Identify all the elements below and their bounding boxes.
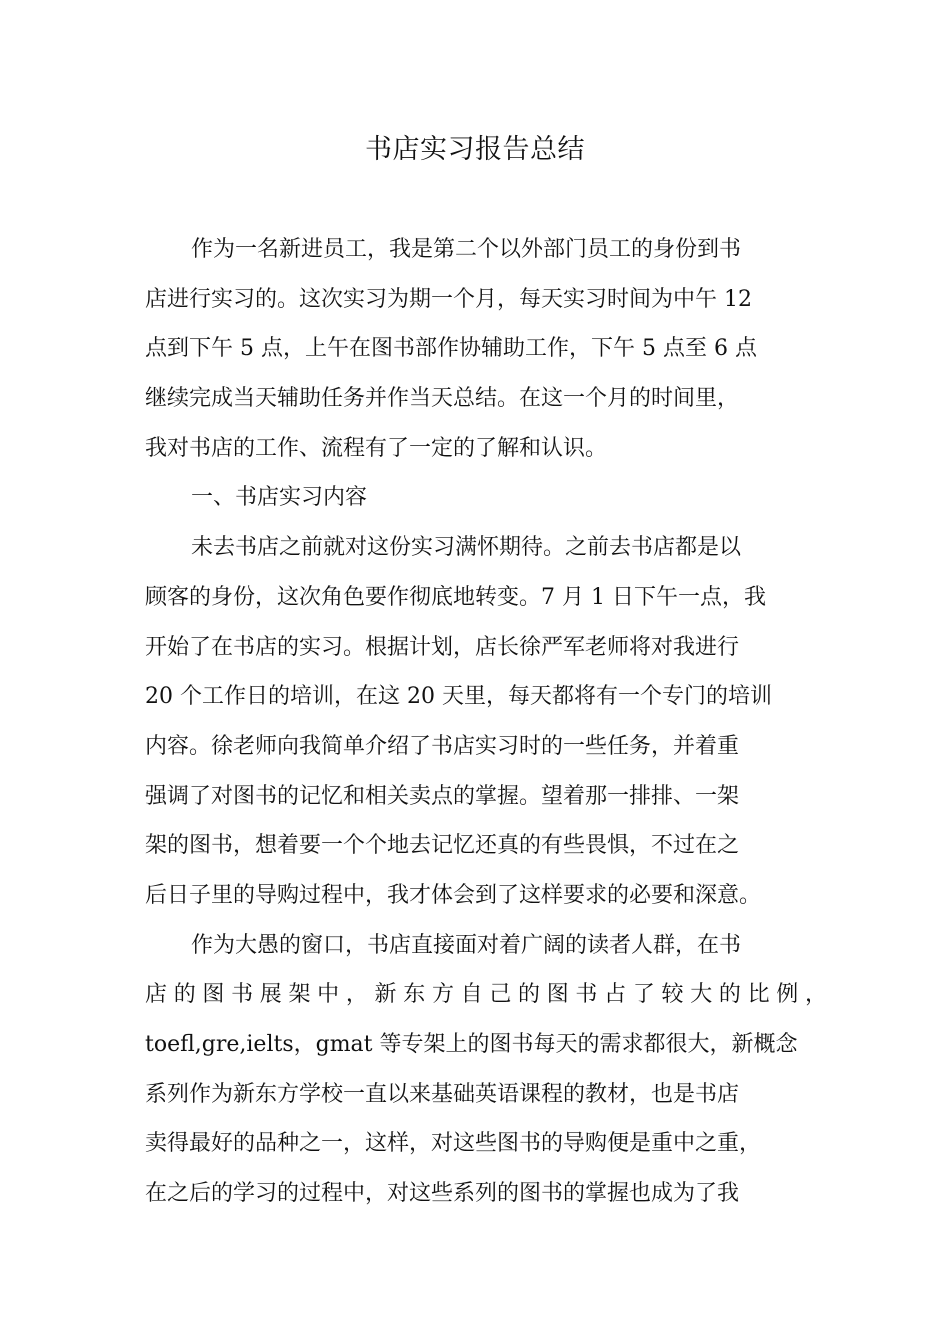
paragraph-line: 强调了对图书的记忆和相关卖点的掌握。望着那一排排、一架	[145, 783, 740, 809]
paragraph-line: toefl,gre,ielts，gmat 等专架上的图书每天的需求都很大，新概念	[145, 1032, 798, 1057]
paragraph-line: 店进行实习的。这次实习为期一个月，每天实习时间为中午 12	[145, 286, 752, 312]
paragraph-line: 我对书店的工作、流程有了一定的了解和认识。	[145, 435, 608, 461]
paragraph-line: 点到下午 5 点，上午在图书部作协辅助工作，下午 5 点至 6 点	[145, 336, 757, 362]
paragraph-line: 继续完成当天辅助任务并作当天总结。在这一个月的时间里，	[145, 386, 740, 412]
paragraph-line: 作为大愚的窗口，书店直接面对着广阔的读者人群，在书	[191, 932, 742, 958]
paragraph-line: 20 个工作日的培训，在这 20 天里，每天都将有一个专门的培训	[145, 684, 772, 710]
paragraph-line: 卖得最好的品种之一，这样，对这些图书的导购便是重中之重，	[145, 1131, 762, 1157]
paragraph-line: 作为一名新进员工，我是第二个以外部门员工的身份到书	[191, 237, 742, 262]
paragraph-line: 后日子里的导购过程中，我才体会到了这样要求的必要和深意。	[145, 882, 762, 908]
paragraph-line: 店的图书展架中，新东方自己的图书占了较大的比例，	[145, 982, 827, 1008]
paragraph-line: 在之后的学习的过程中，对这些系列的图书的掌握也成为了我	[145, 1181, 740, 1207]
paragraph-line: 架的图书，想着要一个个地去记忆还真的有些畏惧，不过在之	[145, 833, 740, 859]
paragraph-line: 开始了在书店的实习。根据计划，店长徐严军老师将对我进行	[145, 634, 740, 660]
document-title: 书店实习报告总结	[365, 134, 585, 165]
paragraph-line: 未去书店之前就对这份实习满怀期待。之前去书店都是以	[191, 535, 742, 561]
paragraph-line: 顾客的身份，这次角色要作彻底地转变。7 月 1 日下午一点，我	[145, 584, 766, 610]
paragraph-line: 内容。徐老师向我简单介绍了书店实习时的一些任务，并着重	[145, 733, 740, 759]
document-body	[145, 225, 827, 1219]
paragraph-line: 系列作为新东方学校一直以来基础英语课程的教材，也是书店	[145, 1081, 740, 1107]
section-heading: 一、书店实习内容	[191, 485, 368, 511]
